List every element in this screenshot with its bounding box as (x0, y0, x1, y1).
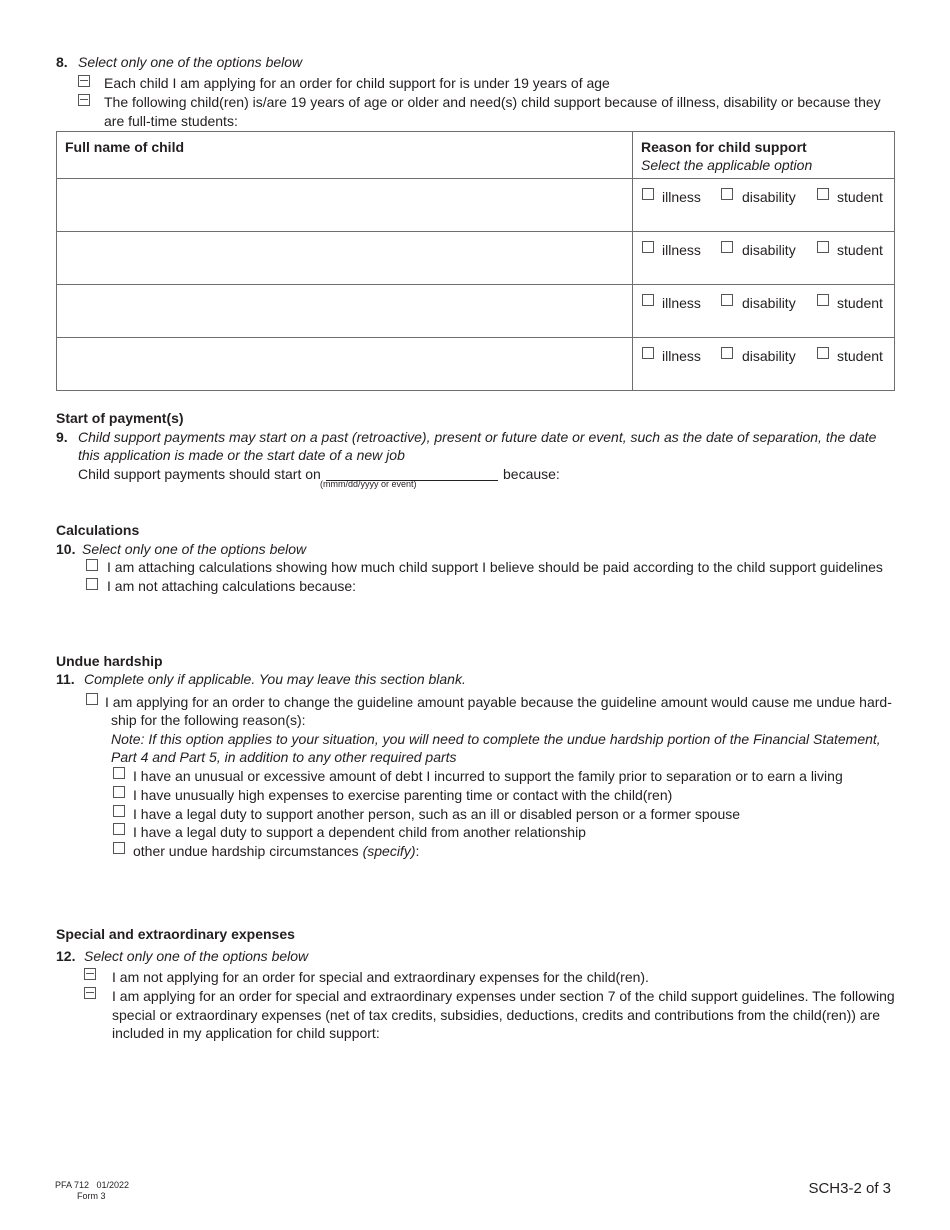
student-checkbox[interactable] (817, 241, 829, 253)
q11-main-label-2: ship for the following reason(s): (111, 712, 306, 728)
disability-label: disability (742, 242, 796, 258)
student-checkbox[interactable] (817, 294, 829, 306)
date-hint: (mmm/dd/yyyy or event) (320, 479, 417, 489)
q8-under19-checkbox[interactable] (78, 75, 90, 87)
q11-other-suffix: : (415, 843, 420, 859)
q12-not-applying-checkbox[interactable] (84, 968, 96, 980)
q10-number: 10. (56, 541, 76, 557)
q10-heading: Calculations (56, 522, 140, 538)
q9-number: 9. (56, 429, 68, 445)
q11-other-label (133, 843, 419, 859)
q12-number: 12. (56, 948, 76, 964)
student-label: student (837, 295, 883, 311)
q11-instruction: Complete only if applicable. You may leave this section blank. (84, 671, 466, 687)
disability-label: disability (742, 348, 796, 364)
q8-instruction: Select only one of the options below (78, 54, 303, 70)
q8-over19-label-2: are full-time students: (104, 113, 238, 129)
illness-checkbox[interactable] (642, 294, 654, 306)
table-row (57, 179, 895, 232)
q8-under19-label: Each child I am applying for an order for child support for is under 19 years of age (104, 75, 610, 91)
illness-label: illness (662, 295, 701, 311)
q12-not-applying-label: I am not applying for an order for special and extraordinary expenses for the child(ren). (112, 969, 649, 985)
illness-checkbox[interactable] (642, 188, 654, 200)
disability-checkbox[interactable] (721, 294, 733, 306)
table-row (57, 338, 895, 391)
reason-header (633, 132, 895, 179)
reason-cell (633, 232, 895, 285)
illness-label: illness (662, 189, 701, 205)
child-name-cell[interactable] (57, 285, 633, 338)
q9-prompt: Child support payments should start on (78, 466, 321, 482)
reason-header-sub: Select the applicable option (641, 157, 813, 173)
student-checkbox[interactable] (817, 188, 829, 200)
q10-attaching-checkbox[interactable] (86, 559, 98, 571)
q9-instruction-2: this application is made or the start date of a new job (78, 447, 405, 463)
q8-over19-checkbox[interactable] (78, 94, 90, 106)
q11-other-checkbox[interactable] (113, 842, 125, 854)
q9-heading: Start of payment(s) (56, 410, 184, 426)
q10-attaching-label: I am attaching calculations showing how much child support I believe should be paid according to the child support guidelines (107, 559, 883, 575)
illness-checkbox[interactable] (642, 347, 654, 359)
full-name-header-text: Full name of child (65, 139, 185, 155)
q12-applying-label-2: special or extraordinary expenses (net of tax credits, subsidies, deductions, credits and contributions from the child(ren)) are (112, 1007, 881, 1023)
disability-label: disability (742, 295, 796, 311)
q11-legal-duty-person-checkbox[interactable] (113, 805, 125, 817)
q11-main-checkbox[interactable] (86, 693, 98, 705)
reason-cell (633, 179, 895, 232)
q11-legal-duty-child-checkbox[interactable] (113, 823, 125, 835)
q10-not-attaching-checkbox[interactable] (86, 578, 98, 590)
q11-reason-legal-duty-child: I have a legal duty to support a dependent child from another relationship (133, 824, 586, 840)
form-name: Form 3 (77, 1191, 106, 1201)
q9-because: because: (503, 466, 560, 482)
student-label: student (837, 348, 883, 364)
q11-parenting-checkbox[interactable] (113, 786, 125, 798)
page-number: SCH3-2 of 3 (808, 1180, 891, 1197)
q11-other-specify: (specify) (362, 843, 416, 859)
q12-instruction: Select only one of the options below (84, 948, 309, 964)
q10-not-attaching-label: I am not attaching calculations because: (107, 578, 357, 594)
q11-reason-parenting: I have unusually high expenses to exercise parenting time or contact with the child(ren) (133, 787, 673, 803)
reason-cell (633, 285, 895, 338)
q12-applying-checkbox[interactable] (84, 987, 96, 999)
disability-checkbox[interactable] (721, 241, 733, 253)
q11-note-2: Part 4 and Part 5, in addition to any other required parts (111, 749, 457, 765)
student-label: student (837, 242, 883, 258)
student-checkbox[interactable] (817, 347, 829, 359)
q10-instruction: Select only one of the options below (82, 541, 307, 557)
illness-checkbox[interactable] (642, 241, 654, 253)
illness-label: illness (662, 242, 701, 258)
table-row (57, 285, 895, 338)
q9-instruction-1: Child support payments may start on a past (retroactive), present or future date or event, such as the date of separation, the date (78, 429, 877, 445)
q11-reason-legal-duty-person: I have a legal duty to support another person, such as an ill or disabled person or a former spouse (133, 806, 741, 822)
q11-heading: Undue hardship (56, 653, 163, 669)
reason-header-text: Reason for child support (641, 139, 807, 155)
full-name-header (57, 132, 633, 179)
q12-applying-label-3: included in my application for child support: (112, 1025, 380, 1041)
q8-number: 8. (56, 54, 68, 70)
q11-note-1: Note: If this option applies to your situation, you will need to complete the undue hardship portion of the Financial Statement, (111, 731, 881, 747)
disability-checkbox[interactable] (721, 347, 733, 359)
q11-debt-checkbox[interactable] (113, 767, 125, 779)
children-table-header (57, 132, 895, 179)
q8-over19-label-1: The following child(ren) is/are 19 years of age or older and need(s) child support because of illness, disability or because they (104, 94, 881, 110)
q11-other-prefix: other undue hardship circumstances (133, 843, 363, 859)
disability-checkbox[interactable] (721, 188, 733, 200)
table-row (57, 232, 895, 285)
q11-number: 11. (56, 671, 75, 687)
q12-heading: Special and extraordinary expenses (56, 926, 295, 942)
illness-label: illness (662, 348, 701, 364)
student-label: student (837, 189, 883, 205)
child-name-cell[interactable] (57, 232, 633, 285)
q12-applying-label-1: I am applying for an order for special and extraordinary expenses under section 7 of the child support guidelines. The following (112, 988, 895, 1004)
q11-reason-debt: I have an unusual or excessive amount of debt I incurred to support the family prior to separation or to earn a living (133, 768, 843, 784)
form-code: PFA 712 01/2022 (55, 1180, 130, 1190)
child-name-cell[interactable] (57, 338, 633, 391)
reason-cell (633, 338, 895, 391)
disability-label: disability (742, 189, 796, 205)
q11-main-label-1: I am applying for an order to change the guideline amount payable because the guideline amount would cause me undue hard- (105, 694, 892, 710)
children-table (56, 131, 895, 391)
child-name-cell[interactable] (57, 179, 633, 232)
